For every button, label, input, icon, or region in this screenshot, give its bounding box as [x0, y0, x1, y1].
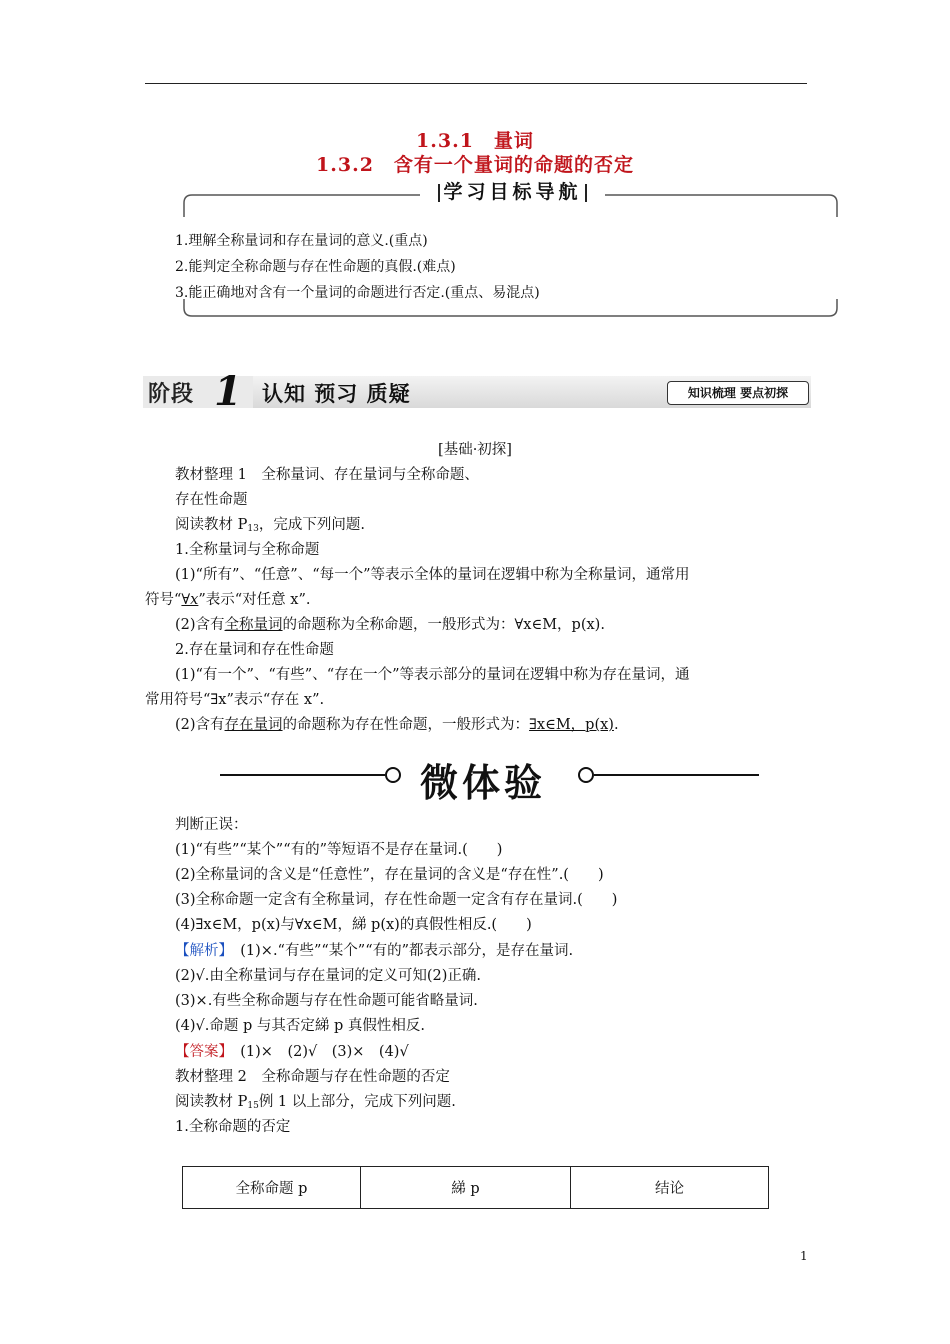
- micro-circle-left: [385, 767, 401, 783]
- header-rule: [145, 83, 807, 84]
- read-instruction-2: [175, 1090, 456, 1111]
- question-4: (4)∃x∈M，p(x)与∀x∈M，綈 p(x)的真假性相反.( ): [175, 917, 532, 933]
- p1b-underline: ∀x: [181, 592, 199, 608]
- read1-pre: 阅读教材 P: [175, 517, 248, 533]
- analysis-line-1: [175, 939, 573, 960]
- material1-title-a: 教材整理 1 全称量词、存在量词与全称命题、: [175, 467, 479, 483]
- p4-underline-2: ∃x∈M，p(x): [529, 717, 614, 733]
- stage-label: 阶段: [148, 381, 195, 407]
- read2-pre: 阅读教材 P: [175, 1094, 248, 1110]
- goals-heading-text: 学习目标导航: [443, 181, 582, 203]
- page-title: 1.3.1 量词: [416, 130, 534, 152]
- p2-underline: 全称量词: [224, 617, 283, 633]
- answer-label: 【答案】: [175, 1044, 226, 1060]
- para-1b: [145, 588, 311, 609]
- para-1a: (1)“所有”、“任意”、“每一个”等表示全体的量词在逻辑中称为全称量词，通常用: [175, 567, 690, 583]
- page-subtitle: 1.3.2 含有一个量词的命题的否定: [316, 154, 634, 176]
- goals-heading: [420, 177, 605, 201]
- micro-rule-right: [594, 774, 759, 776]
- table-header-cell: 结论: [571, 1167, 769, 1209]
- heading-2: 2.存在量词和存在性命题: [175, 642, 334, 658]
- p1b-pre: 符号“: [145, 592, 182, 608]
- micro-rule-left: [220, 774, 385, 776]
- heading-bar-right: [585, 184, 587, 202]
- analysis-line-3: (3)×.有些全称命题与存在性命题可能省略量词.: [175, 993, 478, 1009]
- p1b-post: ”表示“对任意 x”.: [198, 592, 311, 608]
- material1-title-b: 存在性命题: [175, 492, 248, 508]
- table-header-cell: 綈 p: [361, 1167, 571, 1209]
- analysis-line-2: (2)√.由全称量词与存在量词的定义可知(2)正确.: [175, 968, 482, 984]
- read2-sub: 15: [247, 1101, 259, 1111]
- question-1: (1)“有些”“某个”“有的”等短语不是存在量词.( ): [175, 842, 503, 858]
- table-header-row: [183, 1167, 769, 1209]
- micro-circle-right: [578, 767, 594, 783]
- para-4: [175, 713, 619, 734]
- analysis-line-4: (4)√.命题 p 与其否定綈 p 真假性相反.: [175, 1018, 425, 1034]
- table-header-cell: 全称命题 p: [183, 1167, 361, 1209]
- question-2: (2)全称量词的含义是“任意性”，存在量词的含义是“存在性”.( ): [175, 867, 604, 883]
- p4-underline: 存在量词: [224, 717, 283, 733]
- page-number: 1: [800, 1249, 808, 1263]
- p4-mid: 的命题称为存在性命题，一般形式为：: [282, 717, 530, 733]
- read1-post: ，完成下列问题.: [258, 517, 365, 533]
- answer-line: [175, 1040, 409, 1061]
- p2-post: 的命题称为全称命题，一般形式为：∀x∈M，p(x).: [282, 617, 605, 633]
- micro-title: 微体验: [420, 760, 547, 805]
- read2-post: 例 1 以上部分，完成下列问题.: [258, 1094, 456, 1110]
- p4-pre: (2)含有: [175, 717, 225, 733]
- analysis-1: (1)×.“有些”“某个”“有的”都表示部分，是存在量词.: [225, 943, 574, 959]
- goal-item-1: 1.理解全称量词和存在量词的意义.(重点): [175, 233, 428, 249]
- goal-item-3: 3.能正确地对含有一个量词的命题进行否定.(重点、易混点): [175, 285, 540, 301]
- answer-text: (1)× (2)√ (3)× (4)√: [225, 1044, 409, 1060]
- material2-heading: 1.全称命题的否定: [175, 1119, 291, 1135]
- stage-tag: 知识梳理 要点初探: [667, 381, 809, 405]
- question-3: (3)全称命题一定含有全称量词，存在性命题一定含有存在量词.( ): [175, 892, 618, 908]
- material2-title: 教材整理 2 全称命题与存在性命题的否定: [175, 1069, 450, 1085]
- para-2: [175, 613, 605, 634]
- analysis-label: 【解析】: [175, 943, 226, 959]
- p4-post: .: [613, 717, 619, 733]
- p2-pre: (2)含有: [175, 617, 225, 633]
- read-instruction-1: [175, 513, 365, 534]
- heading-bar-left: [438, 184, 440, 202]
- heading-1: 1.全称量词与全称命题: [175, 542, 320, 558]
- para-3a: (1)“有一个”、“有些”、“存在一个”等表示部分的量词在逻辑中称为存在量词，通: [175, 667, 690, 683]
- para-3b: 常用符号“∃x”表示“存在 x”.: [145, 692, 325, 708]
- stage-title: 认知 预习 质疑: [262, 381, 411, 406]
- stage-number: 1: [214, 368, 242, 415]
- goal-item-2: 2.能判定全称命题与存在性命题的真假.(难点): [175, 259, 456, 275]
- negation-table: [182, 1166, 769, 1209]
- micro-prompt: 判断正误：: [175, 817, 248, 833]
- section-bracket: [基础·初探]: [438, 442, 512, 458]
- read1-sub: 13: [247, 524, 259, 534]
